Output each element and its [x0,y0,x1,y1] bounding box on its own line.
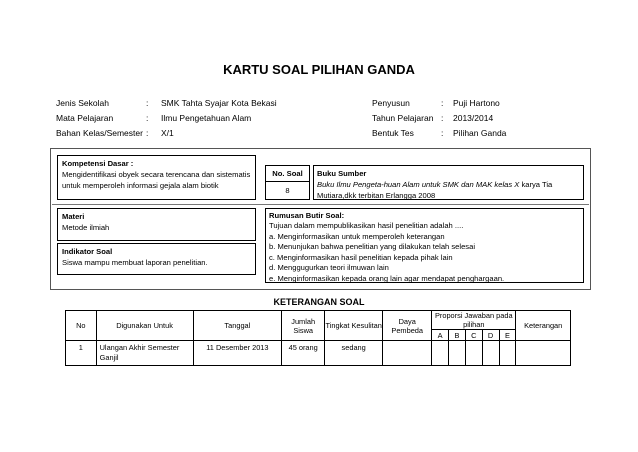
header-value: Pilihan Ganda [453,128,507,138]
materi-label: Materi [62,212,85,221]
buku-sumber-publisher: Mutiara,dkk terbitan Erlangga 2008 [317,191,436,200]
header-row-penyusun [372,96,506,111]
header-label: Bentuk Tes [372,128,414,138]
header-row-tahun-pelajaran [372,111,506,126]
kompetensi-line: untuk memperoleh informasi gejala alam biotik [62,181,219,190]
header-digunakan-untuk: Digunakan Untuk [96,311,193,341]
materi-box [57,208,256,241]
header-left [56,96,277,141]
rumusan-option: b. Menunjukan bahwa penelitian yang dilakukan telah selesai [269,242,476,251]
header-no: No [66,311,97,341]
no-soal-box [265,165,310,200]
buku-sumber-label: Buku Sumber [317,169,367,178]
header-value: X/1 [161,128,174,138]
page-title: KARTU SOAL PILIHAN GANDA [223,62,415,77]
header-row-bahan-kelas [56,126,277,141]
header-label: Bahan Kelas/Semester [56,128,143,138]
header-label: Penyusun [372,98,410,108]
header-jumlah-siswa: Jumlah Siswa [282,311,325,341]
header-option-e: E [499,330,516,341]
header-keterangan: Keterangan [516,311,571,341]
buku-sumber-author: karya Tia [519,180,553,189]
header-tanggal: Tanggal [193,311,282,341]
header-row-mata-pelajaran [56,111,277,126]
header-colon: : [441,128,444,138]
cell-no: 1 [66,341,97,366]
header-daya-pembeda: Daya Pembeda [383,311,432,341]
rumusan-option: e. Menginformasikan kepada orang lain agar mendapat penghargaan. [269,273,505,283]
indikator-label: Indikator Soal [62,247,113,256]
materi-value: Metode ilmiah [62,223,110,232]
rumusan-option: a. Menginformasikan untuk memperoleh keterangan [269,231,445,241]
header-colon: : [441,98,444,108]
cell-option-b [449,341,466,366]
table-header-row [66,311,571,330]
keterangan-table [65,310,571,366]
buku-sumber-line [317,179,580,190]
kompetensi-box [57,155,256,200]
header-row-jenis-sekolah [56,96,277,111]
header-colon: : [146,98,149,108]
rumusan-label: Rumusan Butir Soal: [269,211,345,220]
rumusan-box [265,208,584,283]
cell-digunakan-untuk: Ulangan Akhir Semester Ganjil [96,341,193,366]
header-colon: : [441,113,444,123]
header-label: Jenis Sekolah [56,98,109,108]
cell-tanggal: 11 Desember 2013 [193,341,282,366]
header-colon: : [146,128,149,138]
buku-sumber-title: Buku Ilmu Pengeta-huan Alam untuk SMK dan MAK kelas X [317,180,520,189]
buku-sumber-box [313,165,584,200]
header-option-a: A [432,330,449,341]
no-soal-label: No. Soal [266,166,309,182]
header-colon: : [146,113,149,123]
rumusan-question: Tujuan dalam mempublikasikan hasil penelitian adalah .... [269,221,464,230]
header-proporsi: Proporsi Jawaban pada pilihan [432,311,516,330]
header-label: Tahun Pelajaran [372,113,434,123]
indikator-value: Siswa mampu membuat laporan penelitian. [62,258,208,267]
kompetensi-label: Kompetensi Dasar : [62,159,134,168]
header-tingkat-kesulitan: Tingkat Kesulitan [325,311,383,341]
header-row-bentuk-tes [372,126,506,141]
cell-option-d [482,341,499,366]
cell-tingkat-kesulitan: sedang [325,341,383,366]
header-option-b: B [449,330,466,341]
header-option-c: C [465,330,482,341]
indikator-box [57,243,256,275]
table-row [66,341,571,366]
rumusan-option: d. Menggugurkan teori ilmuwan lain [269,263,389,272]
no-soal-value: 8 [285,186,290,195]
header-label: Mata Pelajaran [56,113,114,123]
cell-jumlah-siswa: 45 orang [282,341,325,366]
header-value: SMK Tahta Syajar Kota Bekasi [161,98,277,108]
cell-option-a [432,341,449,366]
cell-keterangan [516,341,571,366]
header-value: Puji Hartono [453,98,500,108]
header-value: Ilmu Pengetahuan Alam [161,113,252,123]
rumusan-option: c. Menginformasikan hasil penelitian kepada pihak lain [269,252,453,262]
kompetensi-line: Mengidentifikasi obyek secara terencana dan sistematis [62,170,251,179]
cell-daya-pembeda [383,341,432,366]
card-separator [52,204,589,205]
cell-option-e [499,341,516,366]
header-value: 2013/2014 [453,113,494,123]
header-option-d: D [482,330,499,341]
keterangan-title: KETERANGAN SOAL [273,297,365,307]
header-right [372,96,506,141]
cell-option-c [465,341,482,366]
